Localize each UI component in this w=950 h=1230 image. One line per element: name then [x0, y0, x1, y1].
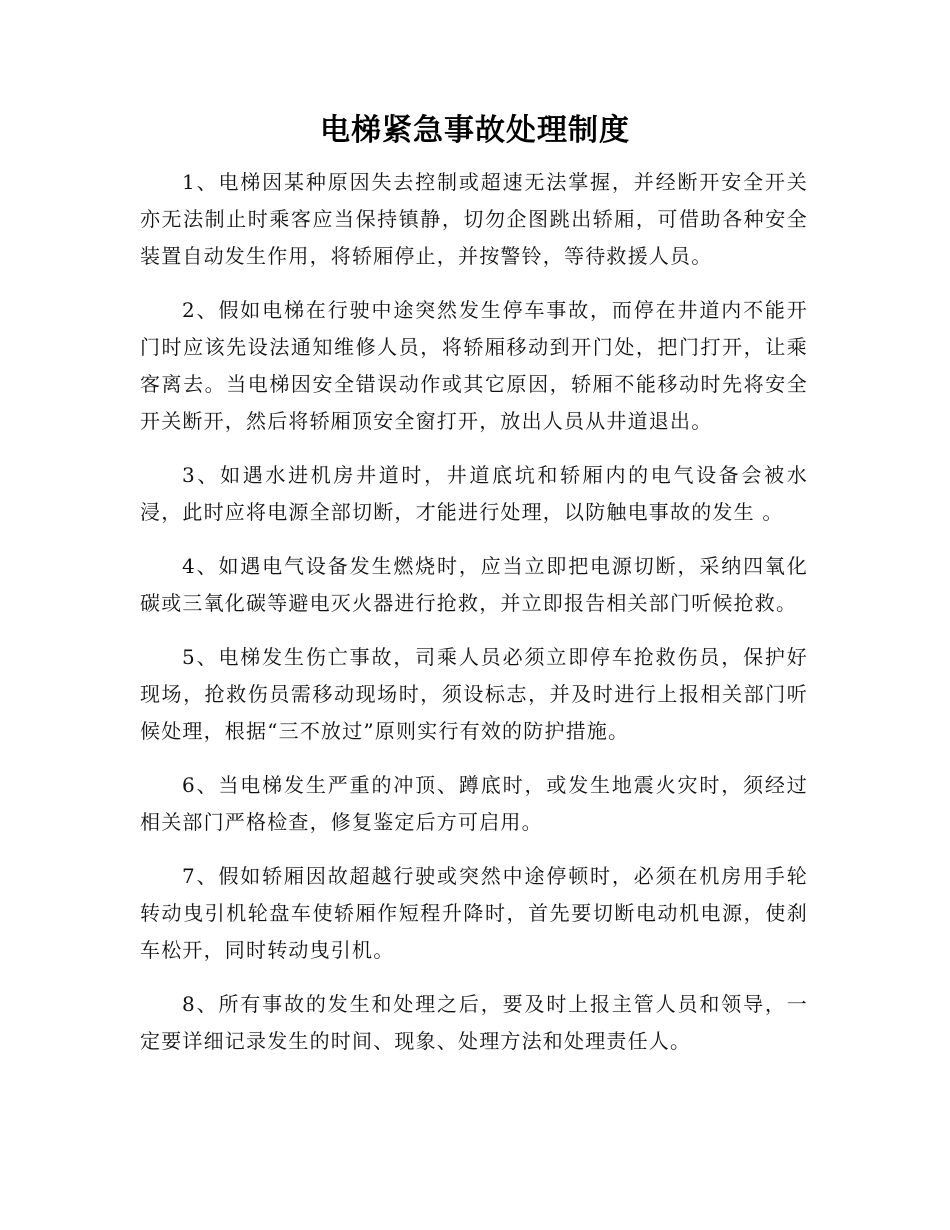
paragraph-3: 3、如遇水进机房井道时，井道底坑和轿厢内的电气设备会被水浸，此时应将电源全部切断，才能进行处理，以防触电事故的发生 。: [140, 463, 808, 524]
paragraph-7: 7、假如轿厢因故超越行驶或突然中途停顿时，必须在机房用手轮转动曳引机轮盘车使轿厢作短程升降时，首先要切断电动机电源，使刹车松开，同时转动曳引机。: [140, 864, 808, 962]
paragraph-8: 8、所有事故的发生和处理之后，要及时上报主管人员和领导，一定要详细记录发生的时间、现象、处理方法和处理责任人。: [140, 992, 808, 1053]
paragraph-4: 4、如遇电气设备发生燃烧时，应当立即把电源切断，采纳四氧化碳或三氧化碳等避电灭火器进行抢救，并立即报告相关部门听候抢救。: [140, 554, 808, 615]
document-body: [140, 164, 808, 1077]
paragraph-5: 5、电梯发生伤亡事故，司乘人员必须立即停车抢救伤员，保护好现场，抢救伤员需移动现场时，须设标志，并及时进行上报相关部门听候处理，根据“三不放过”原则实行有效的防护措施。: [140, 645, 808, 743]
paragraph-2: 2、假如电梯在行驶中途突然发生停车事故，而停在井道内不能开门时应该先设法通知维修人员，将轿厢移动到开门处，把门打开，让乘客离去。当电梯因安全错误动作或其它原因，轿厢不能移动时先将安全开关断开，然后将轿厢顶安全窗打开，放出人员从井道退出。: [140, 298, 808, 433]
paragraph-1: 1、电梯因某种原因失去控制或超速无法掌握，并经断开安全开关亦无法制止时乘客应当保持镇静，切勿企图跳出轿厢，可借助各种安全装置自动发生作用，将轿厢停止，并按警铃，等待救援人员。: [140, 170, 808, 268]
page-title: 电梯紧急事故处理制度: [320, 113, 630, 148]
paragraph-6: 6、当电梯发生严重的冲顶、蹲底时，或发生地震火灾时，须经过相关部门严格检查，修复鉴定后方可启用。: [140, 773, 808, 834]
